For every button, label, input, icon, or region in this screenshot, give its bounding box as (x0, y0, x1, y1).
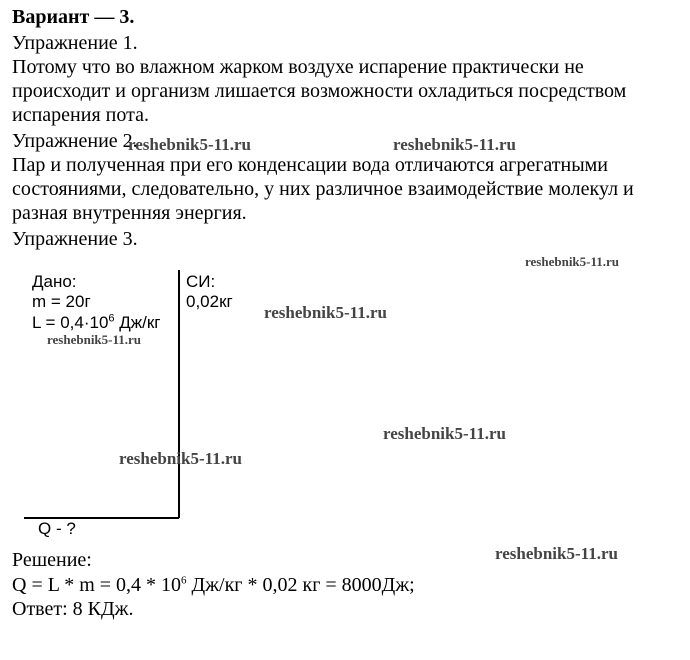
given-si-divider (178, 270, 180, 518)
watermark: reshebnik5-11.ru (383, 424, 506, 443)
watermark: reshebnik5-11.ru (47, 332, 142, 347)
watermark: reshebnik5-11.ru (495, 544, 618, 563)
exercise-1-heading: Упражнение 1. (12, 32, 138, 54)
exercise-2-heading: Упражнение 2. (12, 130, 138, 152)
variant-title: Вариант — 3. (12, 6, 135, 28)
given-find: Q - ? (38, 519, 76, 538)
watermark: reshebnik5-11.ru (393, 135, 516, 154)
solution-formula: $Q = L * m = 0,4 * 10^6$ Дж/кг * 0,02 кг = 8000Дж; (12, 574, 415, 596)
si-label: СИ: (186, 272, 216, 291)
exercise-2-line: состояниями, следовательно, у них различное взаимодействие молекул и (12, 178, 634, 200)
exercise-1-line: происходит и организм лишается возможности охладиться посредством (12, 80, 627, 102)
solution-label: Решение: (12, 549, 92, 571)
watermark: reshebnik5-11.ru (128, 135, 251, 154)
given-heat-of-vaporization: $L = 0,4\cdot 10^6$ Дж/кг (32, 312, 161, 332)
given-find-divider (24, 517, 179, 519)
exercise-2-line: разная внутренняя энергия. (12, 202, 247, 224)
si-mass: 0,02кг (186, 292, 233, 311)
given-mass: m = 20г (32, 292, 91, 311)
watermark: reshebnik5-11.ru (525, 254, 620, 269)
solution-answer: Ответ: 8 КДж. (12, 598, 134, 620)
exercise-3-heading: Упражнение 3. (12, 228, 138, 250)
watermark: reshebnik5-11.ru (119, 449, 242, 468)
exercise-1-line: испарения пота. (12, 104, 149, 126)
watermark: reshebnik5-11.ru (264, 303, 387, 322)
given-label: Дано: (32, 272, 77, 291)
exercise-2-line: Пар и полученная при его конденсации вода отличаются агрегатными (12, 154, 608, 176)
exercise-1-line: Потому что во влажном жарком воздухе испарение практически не (12, 56, 584, 78)
